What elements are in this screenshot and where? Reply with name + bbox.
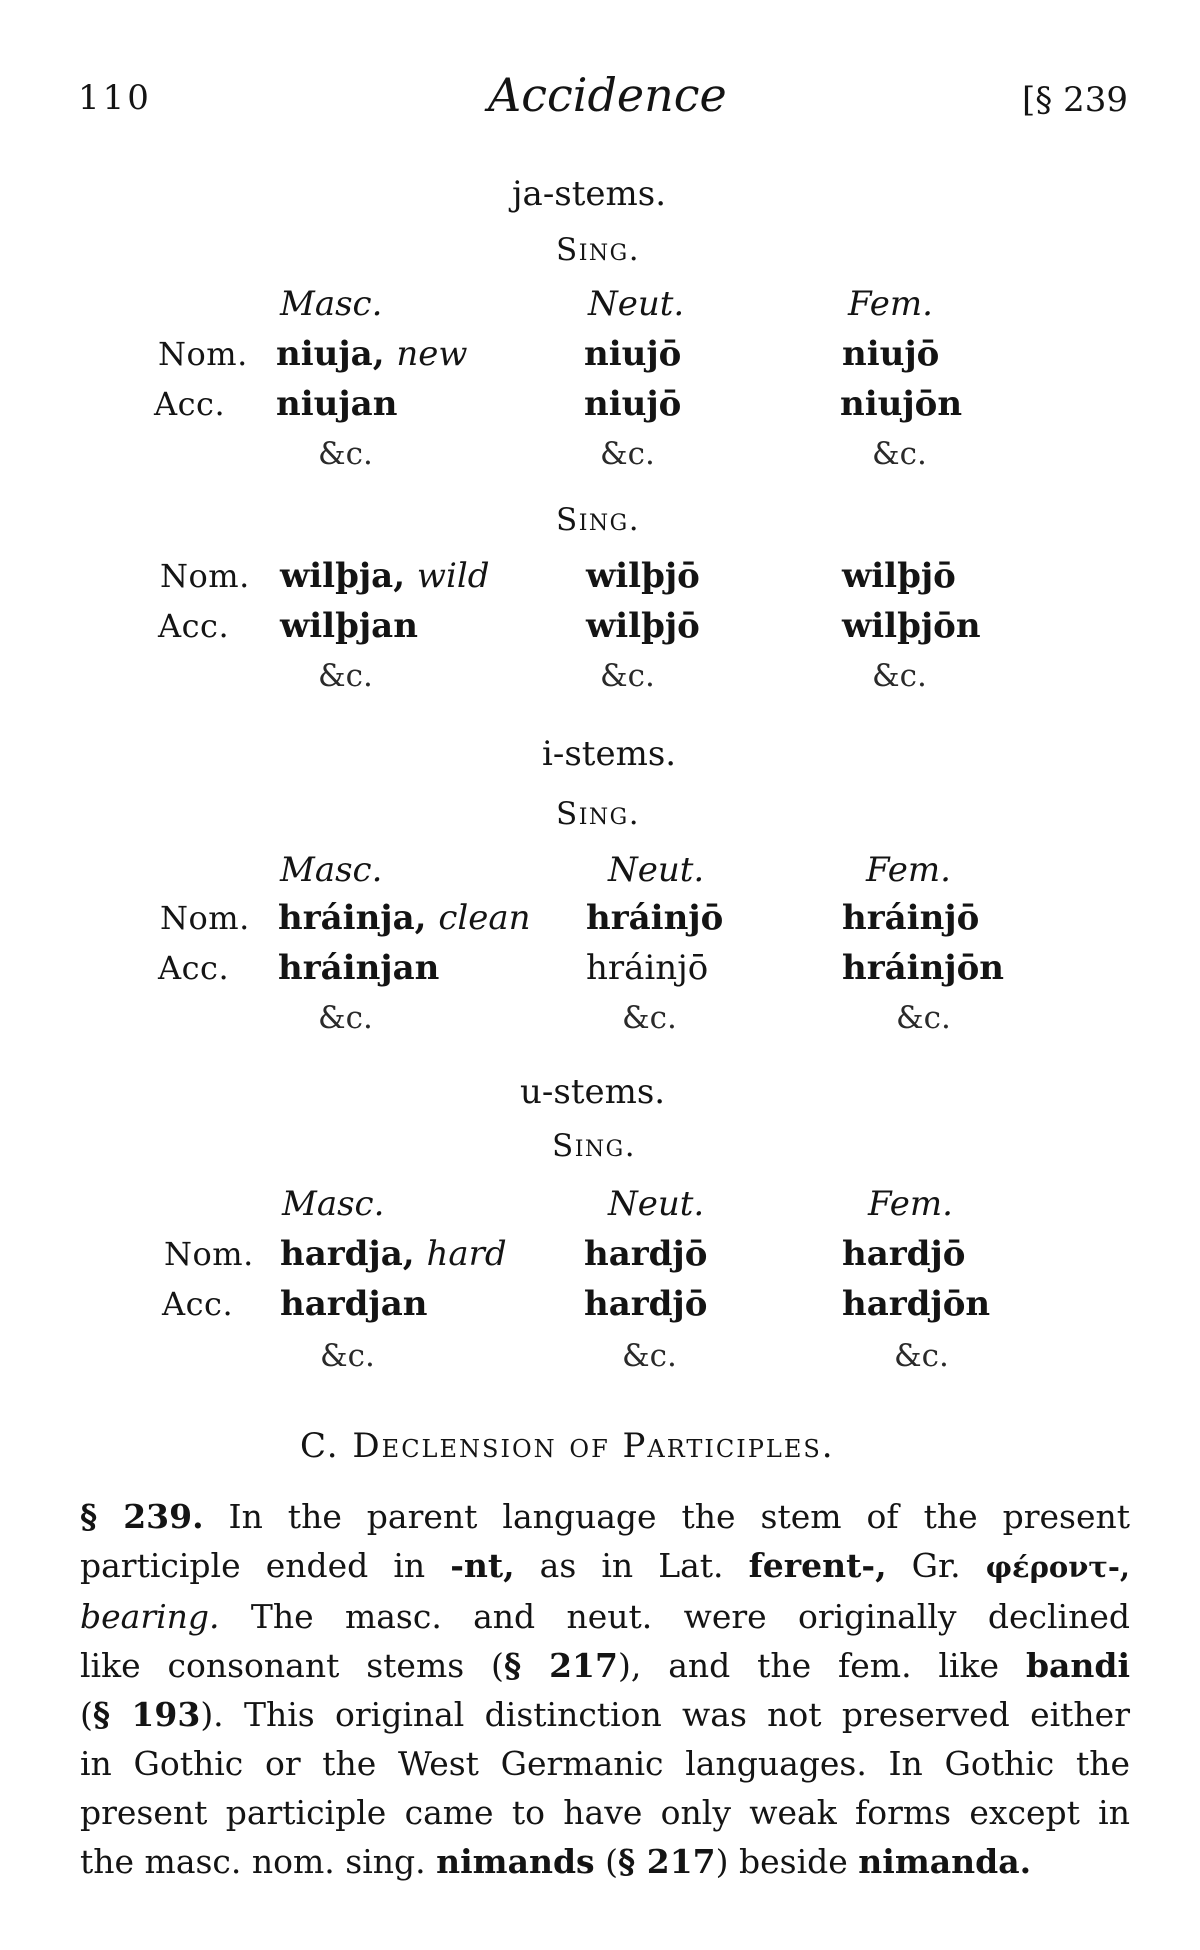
gender-masc: Masc. [280,850,383,890]
masc-form: wilþja, wild [280,556,490,596]
gender-fem: Fem. [848,284,933,324]
gender-fem: Fem. [868,1184,953,1224]
table-title: ja-stems. [512,174,667,214]
paradigm-row [0,552,1200,600]
body-paragraph [80,1492,1130,1886]
masc-etc: &c. [318,1000,373,1036]
gender-masc: Masc. [280,284,383,324]
etc-row [0,994,1200,1042]
fem-etc: &c. [896,1000,951,1036]
neut-form: hráinjō [586,898,724,938]
case-label: Acc. [158,949,230,987]
gender-neut: Neut. [608,1184,705,1224]
gender-header-row [0,1180,1200,1228]
paradigm-row [0,944,1200,992]
running-title: Accidence [488,68,727,122]
fem-form: niujōn [840,384,963,424]
gender-masc: Masc. [282,1184,385,1224]
paragraph-line: bearing. The masc. and neut. were originally declined [80,1597,1130,1636]
paragraph-line: (§ 193). This original distinction was not preserved either [80,1695,1130,1734]
paragraph-line: § 239. In the parent language the stem of the present [80,1497,1130,1536]
number-label: Sing. [556,502,641,538]
gloss: wild [416,556,490,596]
number-label-row [0,226,1200,274]
number-label: Sing. [556,232,641,268]
fem-form: wilþjō [842,556,956,596]
gloss: hard [426,1234,507,1274]
neut-form: wilþjō [586,556,700,596]
paradigm-row [0,602,1200,650]
masc-form: wilþjan [280,606,418,646]
table-title-row [0,1068,1200,1116]
number-label-row [0,496,1200,544]
neut-etc: &c. [600,436,655,472]
neut-form: wilþjō [586,606,700,646]
paragraph-line: participle ended in -nt, as in Lat. ferent-, Gr. φέροντ-, [80,1546,1130,1585]
fem-form: hráinjōn [842,948,1004,988]
fem-etc: &c. [872,658,927,694]
case-label: Nom. [158,335,248,373]
paradigm-row [0,1280,1200,1328]
gloss: clean [438,898,531,938]
etc-row [0,430,1200,478]
masc-form: hardja, hard [280,1234,507,1274]
number-label-row [0,1122,1200,1170]
table-title-row [0,170,1200,218]
masc-form: niuja, new [276,334,468,374]
case-label: Nom. [164,1235,254,1273]
case-label: Acc. [158,607,230,645]
number-label-row [0,790,1200,838]
fem-form: hardjō [842,1234,966,1274]
number-label: Sing. [556,796,641,832]
paradigm-row [0,894,1200,942]
fem-form: hráinjō [842,898,980,938]
etc-row [0,1332,1200,1380]
fem-etc: &c. [894,1338,949,1374]
fem-form: niujō [842,334,940,374]
paragraph-line: the masc. nom. sing. nimands (§ 217) beside nimanda. [80,1842,1032,1881]
paradigm-row [0,380,1200,428]
paragraph-line: in Gothic or the West Germanic languages. In Gothic the [80,1744,1130,1783]
page-number: 110 [78,78,152,118]
masc-form: hardjan [280,1284,428,1324]
fem-form: wilþjōn [842,606,981,646]
neut-form: hardjō [584,1234,708,1274]
masc-form: niujan [276,384,398,424]
neut-form: hardjō [584,1284,708,1324]
case-label: Nom. [160,557,250,595]
gloss: new [396,334,468,374]
masc-form: hráinja, clean [278,898,531,938]
masc-etc: &c. [318,658,373,694]
case-label: Nom. [160,899,250,937]
gender-header-row [0,280,1200,328]
neut-form: niujō [584,334,682,374]
neut-etc: &c. [600,658,655,694]
neut-form: niujō [584,384,682,424]
paradigm-row [0,330,1200,378]
etc-row [0,652,1200,700]
paragraph-line: like consonant stems (§ 217), and the fem. like bandi [80,1646,1130,1685]
gender-header-row [0,846,1200,894]
masc-etc: &c. [320,1338,375,1374]
masc-form: hráinjan [278,948,440,988]
neut-etc: &c. [622,1338,677,1374]
masc-etc: &c. [318,436,373,472]
section-reference: [§ 239 [1022,80,1128,120]
gender-fem: Fem. [866,850,951,890]
paragraph-line: present participle came to have only weak forms except in [80,1793,1130,1832]
fem-form: hardjōn [842,1284,991,1324]
table-title-row [0,730,1200,778]
number-label: Sing. [552,1128,637,1164]
case-label: Acc. [154,385,226,423]
fem-etc: &c. [872,436,927,472]
neut-form: hráinjō [586,948,709,988]
section-heading: C. Declension of Participles. [300,1426,835,1466]
neut-etc: &c. [622,1000,677,1036]
table-title: u-stems. [520,1072,666,1112]
paradigm-row [0,1230,1200,1278]
case-label: Acc. [162,1285,234,1323]
gender-neut: Neut. [608,850,705,890]
gender-neut: Neut. [588,284,685,324]
table-title: i-stems. [542,734,677,774]
